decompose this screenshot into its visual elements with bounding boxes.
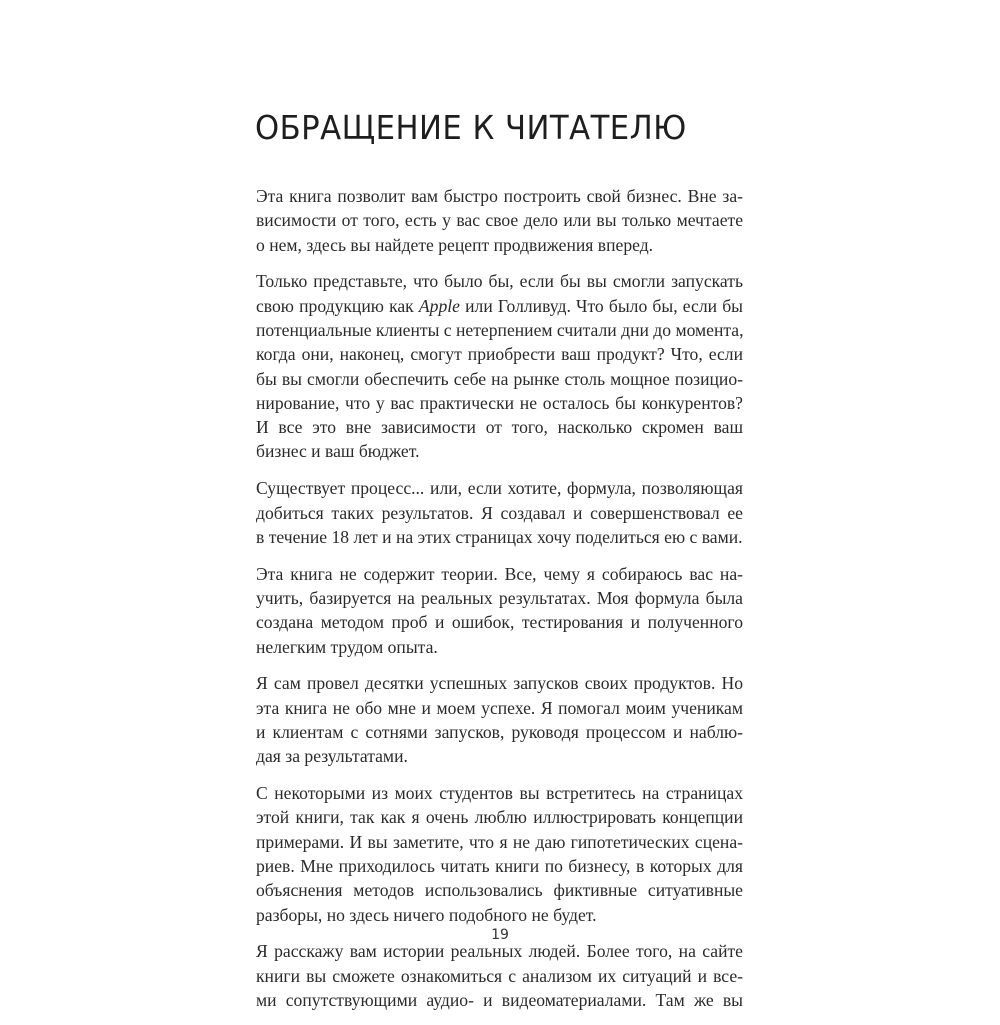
text-line: свою продукцию как Apple или Голливуд. Что было бы, если бы bbox=[256, 295, 743, 316]
text-line: ми сопутствующими аудио- и видеоматериалами. Там же вы bbox=[256, 989, 743, 1010]
text-line: объяснения методов использовались фиктивные ситуативные bbox=[256, 880, 743, 901]
paragraph bbox=[256, 476, 743, 549]
text-line: нелегким трудом опыта. bbox=[256, 636, 438, 657]
text-line: учить, базируется на реальных результатах. Моя формула была bbox=[256, 587, 743, 608]
body-text bbox=[256, 184, 743, 1025]
text-line: добиться таких результатов. Я создавал и совершенствовал ее bbox=[256, 502, 743, 523]
paragraph bbox=[256, 184, 743, 257]
text-line: дая за результатами. bbox=[256, 746, 408, 767]
text-line: И все это вне зависимости от того, насколько скромен ваш bbox=[256, 417, 743, 438]
text-line: в течение 18 лет и на этих страницах хочу поделиться ею с вами. bbox=[256, 526, 743, 547]
text-line: С некоторыми из моих студентов вы встретитесь на страницах bbox=[256, 783, 743, 804]
paragraph bbox=[256, 671, 743, 768]
text-line: Эта книга не содержит теории. Все, чему я собираюсь вас на- bbox=[256, 563, 743, 584]
text-line: висимости от того, есть у вас свое дело или вы только мечтаете bbox=[256, 210, 743, 231]
text-line: когда они, наконец, смогут приобрести ваш продукт? Что, если bbox=[256, 344, 743, 365]
text-line: потенциальные клиенты с нетерпением считали дни до момента, bbox=[256, 319, 744, 340]
paragraph bbox=[256, 269, 743, 463]
text-line: нирование, что у вас практически не осталось бы конкурентов? bbox=[256, 392, 743, 413]
page-number: 19 bbox=[491, 927, 509, 943]
text-line: книги вы сможете ознакомиться с анализом их ситуаций и все- bbox=[256, 965, 743, 986]
paragraph bbox=[256, 781, 743, 927]
paragraph bbox=[256, 939, 743, 1012]
text-line: разборы, но здесь ничего подобного не будет. bbox=[256, 904, 597, 925]
text-line: эта книга не обо мне и моем успехе. Я помогал моим ученикам bbox=[256, 697, 743, 718]
paragraph bbox=[256, 562, 743, 659]
text-line: создана методом проб и ошибок, тестирования и полученного bbox=[256, 612, 743, 633]
text-line: о нем, здесь вы найдете рецепт продвижения вперед. bbox=[256, 234, 654, 255]
text-line: бы вы смогли обеспечить себе на рынке столь мощное позицио- bbox=[256, 368, 743, 389]
text-line: Только представьте, что было бы, если бы вы смогли запускать bbox=[256, 271, 743, 292]
text-line: Я расскажу вам истории реальных людей. Более того, на сайте bbox=[256, 941, 743, 962]
text-line: этой книги, так как я очень люблю иллюстрировать концепции bbox=[256, 807, 743, 828]
text-line: и клиентам с сотнями запусков, руководя процессом и наблю- bbox=[256, 721, 743, 742]
text-line: риев. Мне приходилось читать книги по бизнесу, в которых для bbox=[256, 855, 743, 876]
chapter-title: ОБРАЩЕНИЕ К ЧИТАТЕЛЮ bbox=[255, 108, 687, 147]
text-line: Эта книга позволит вам быстро построить свой бизнес. Вне за- bbox=[256, 186, 743, 206]
text-line: Я сам провел десятки успешных запусков своих продуктов. Но bbox=[256, 673, 743, 694]
text-line: Существует процесс... или, если хотите, формула, позволяющая bbox=[256, 478, 743, 499]
text-line: бизнес и ваш бюджет. bbox=[256, 441, 420, 462]
text-line: примерами. И вы заметите, что я не даю гипотетических сцена- bbox=[256, 831, 743, 852]
